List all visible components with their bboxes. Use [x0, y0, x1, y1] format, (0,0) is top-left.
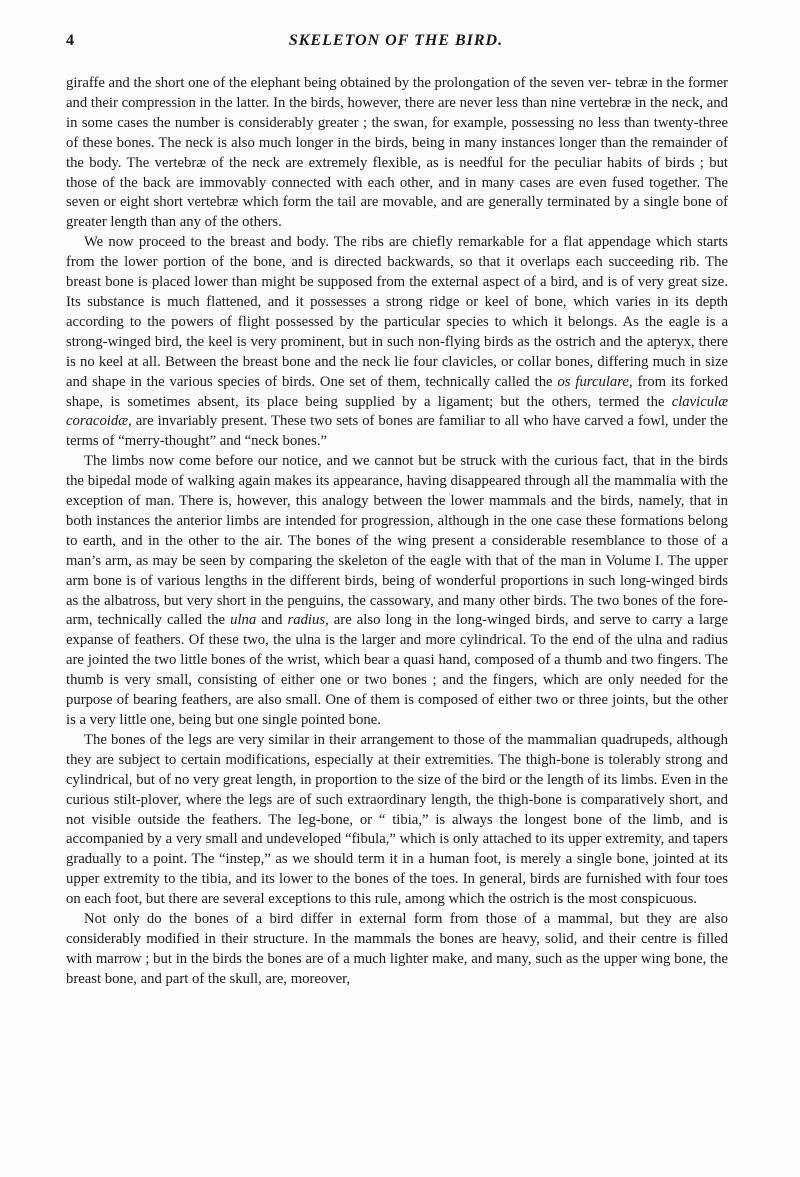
italic-term: ulna — [230, 612, 257, 629]
paragraph — [66, 233, 728, 452]
paragraph-text: The limbs now come before our notice, and we cannot but be struck with the curious fact, that in the birds the bipedal mode of walking again makes its appearance, having disappeared through all the mammalia with the exception of man. There is, however, this analogy between the lower mammals and the birds, namely, that in both instances the anterior limbs are intended for progression, although in the one case these formations belong to earth, and in the other to the air. The bones of the wing present a considerable resemblance to those of a man’s arm, as may be seen by comparing the skeleton of the eagle with that of the man in Volume I. The upper arm bone is of various lengths in the different birds, being of wonderful proportions in such long-winged birds as the albatross, but very short in the penguins, the cassowary, and many other birds. The two bones of the fore-arm, technically called the — [66, 453, 728, 629]
paragraph-text: and — [256, 612, 288, 629]
italic-term: claviculæ coracoidæ — [66, 393, 728, 430]
italic-term: radius — [287, 612, 326, 629]
paragraph-text: Not only do the bones of a bird differ in external form from those of a mammal, but they are also considerably modified in their structure. In the mammals the bones are heavy, solid, and their centre is filled with marrow ; but in the birds the bones are of a much lighter make, and many, such as the upper wing bone, the breast bone, and part of the skull, are, moreover, — [66, 911, 728, 987]
paragraph-text: , are invariably present. These two sets of bones are familiar to all who have carved a fowl, under the terms of “merry-thought” and “neck bones.” — [66, 413, 728, 450]
italic-term: os furculare — [557, 373, 629, 390]
paragraph — [66, 74, 728, 233]
running-head — [66, 32, 726, 54]
paragraph-text: The bones of the legs are very similar in their arrangement to those of the mammalian quadrupeds, although they are subject to certain modifications, especially at their extremities. The thigh-bone is tolerably strong and cylindrical, but of no very great length, in proportion to the size of the bird or the length of its limbs. Even in the curious stilt-plover, where the legs are of such extraordinary length, the thigh-bone is comparatively short, and not visible outside the feathers. The leg-bone, or “ tibia,” is always the longest bone of the limb, and is accompanied by a very small and undeveloped “fibula,” which is only attached to its upper extremity, and tapers gradually to a point. The “instep,” as we should term it in a human foot, is merely a single bone, jointed at its upper extremity to the tibia, and its lower to the bones of the toes. In general, birds are furnished with four toes on each foot, but there are several exceptions to this rule, among which the ostrich is the most conspicuous. — [66, 731, 728, 908]
running-title: SKELETON OF THE BIRD. — [288, 32, 504, 49]
page-number: 4 — [66, 32, 74, 49]
paragraph-text: , are also long in the long-winged birds, and serve to carry a large expanse of feathers. Of these two, the ulna is the larger and more cylindrical. To the end of the ulna and radius are jointed the two little bones of the wrist, which bear a quasi hand, composed of a thumb and two fingers. The thumb is very small, consisting of either one or two bones ; and the fingers, which are only needed for the purpose of bearing feathers, are also small. One of them is composed of either two or three joints, but the other is a very little one, being but one single pointed bone. — [66, 612, 728, 728]
paragraph-text: , from its forked shape, is sometimes absent, its place being supplied by a ligament; but the others, termed the — [66, 373, 728, 410]
paragraph-text: We now proceed to the breast and body. The ribs are chiefly remarkable for a flat appendage which starts from the lower portion of the bone, and is directed backwards, so that it overlaps each succeeding rib. The breast bone is placed lower than might be supposed from the external aspect of a bird, and is of very great size. Its substance is much flattened, and it possesses a strong ridge or keel of bone, which varies in its depth according to the powers of flight possessed by the particular species to which it belongs. As the eagle is a strong-winged bird, the keel is very prominent, but in such non-flying birds as the ostrich and the apteryx, there is no keel at all. Between the breast bone and the neck lie four clavicles, or collar bones, differing much in size and shape in the various species of birds. One set of them, technically called the — [66, 234, 728, 390]
paragraph — [66, 731, 728, 910]
paragraph — [66, 452, 728, 731]
paragraph — [66, 910, 728, 990]
body-text — [66, 74, 728, 990]
paragraph-text: giraffe and the short one of the elephant being obtained by the prolongation of the seven ver- tebræ in the former and their compression in the latter. In the birds, however, there are never less than nine vertebræ in the neck, and in some cases the number is considerably greater ; the swan, for example, possessing no less than twenty-three of these bones. The neck is also much longer in the birds, being in many instances longer than the remainder of the body. The vertebræ of the neck are extremely flexible, as is needful for the peculiar habits of birds ; but those of the back are immovably connected with each other, and in many cases are even fused together. The seven or eight short vertebræ which form the tail are movable, and are generally terminated by a single bone of greater length than any of the others. — [66, 75, 728, 231]
